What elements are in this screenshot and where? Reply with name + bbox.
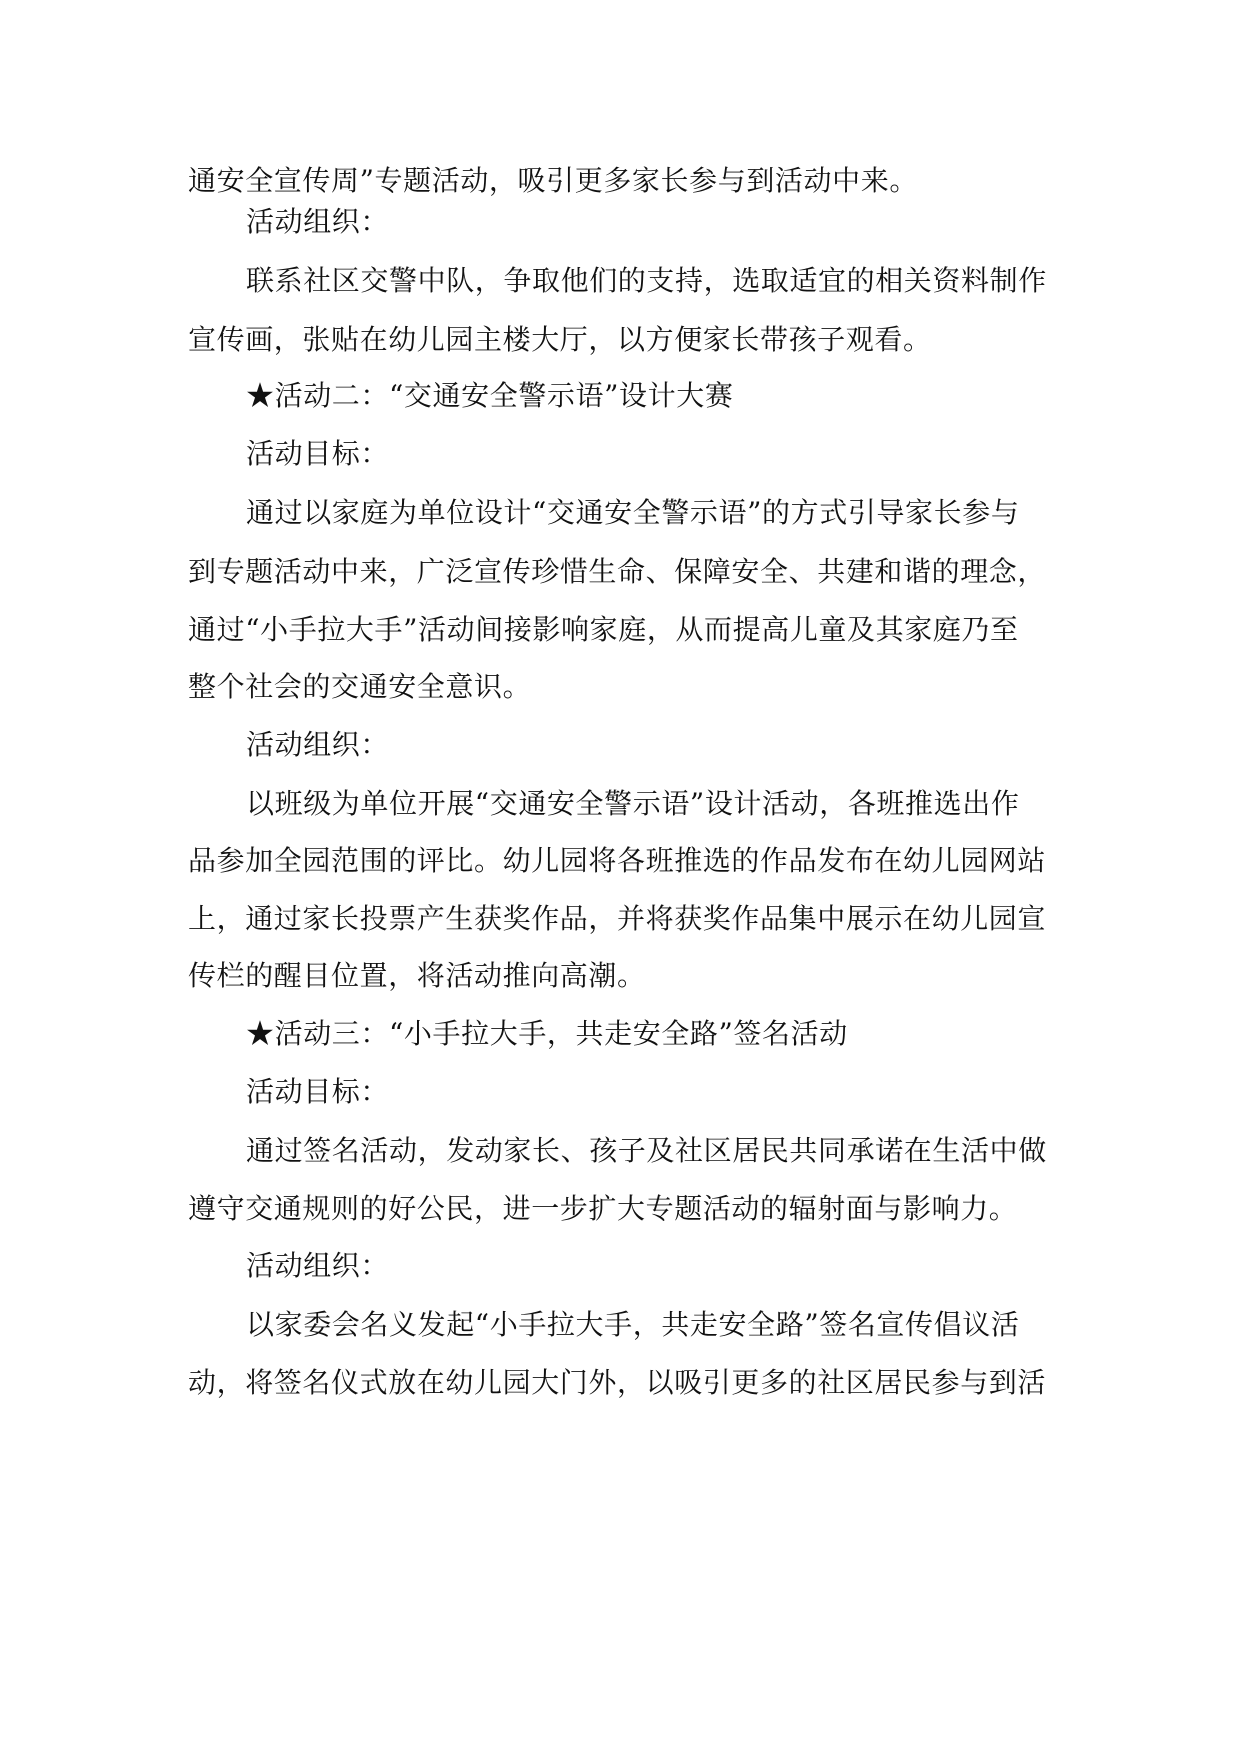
text-line: 通安全宣传周”专题活动，吸引更多家长参与到活动中来。 bbox=[188, 164, 918, 197]
text-line: 品参加全园范围的评比。幼儿园将各班推选的作品发布在幼儿园网站 bbox=[188, 844, 1047, 877]
text-line: 以家委会名义发起“小手拉大手，共走安全路”签名宣传倡议活 bbox=[246, 1308, 1020, 1341]
text-line: 传栏的醒目位置，将活动推向高潮。 bbox=[188, 959, 646, 992]
text-line: 宣传画，张贴在幼儿园主楼大厅，以方便家长带孩子观看。 bbox=[188, 323, 932, 356]
section-heading: 活动组织： bbox=[246, 728, 390, 761]
section-heading: 活动组织： bbox=[246, 205, 390, 238]
text-line: 上，通过家长投票产生获奖作品，并将获奖作品集中展示在幼儿园宣 bbox=[188, 902, 1047, 935]
section-heading: 活动目标： bbox=[246, 437, 390, 470]
text-line: 通过“小手拉大手”活动间接影响家庭，从而提高儿童及其家庭乃至 bbox=[188, 613, 1019, 646]
section-heading: 活动目标： bbox=[246, 1075, 390, 1108]
text-line: 通过以家庭为单位设计“交通安全警示语”的方式引导家长参与 bbox=[246, 496, 1020, 529]
section-heading: 活动组织： bbox=[246, 1249, 390, 1282]
text-line: 到专题活动中来，广泛宣传珍惜生命、保障安全、共建和谐的理念， bbox=[188, 555, 1047, 588]
text-line: 整个社会的交通安全意识。 bbox=[188, 670, 532, 703]
text-line: 动，将签名仪式放在幼儿园大门外，以吸引更多的社区居民参与到活 bbox=[188, 1366, 1047, 1399]
text-line: 联系社区交警中队，争取他们的支持，选取适宜的相关资料制作 bbox=[246, 264, 1047, 297]
activity-heading: ★活动二：“交通安全警示语”设计大赛 bbox=[246, 379, 734, 412]
text-line: 以班级为单位开展“交通安全警示语”设计活动，各班推选出作 bbox=[246, 787, 1020, 820]
text-line: 通过签名活动，发动家长、孩子及社区居民共同承诺在生活中做 bbox=[246, 1134, 1047, 1167]
activity-heading: ★活动三：“小手拉大手，共走安全路”签名活动 bbox=[246, 1017, 848, 1050]
text-line: 遵守交通规则的好公民，进一步扩大专题活动的辐射面与影响力。 bbox=[188, 1192, 1018, 1225]
